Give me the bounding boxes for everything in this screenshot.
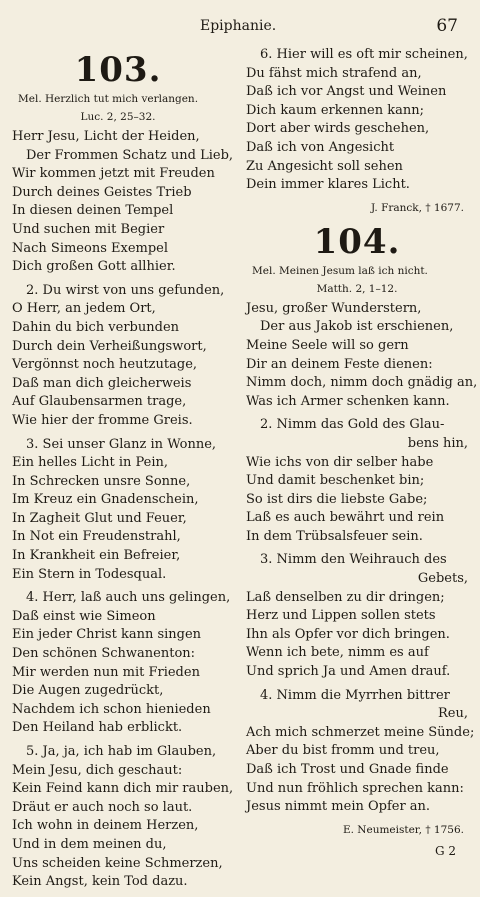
verse-line: Herr Jesu, Licht der Heiden, xyxy=(12,129,200,144)
verse-line: 6. Hier will es oft mir scheinen, xyxy=(260,47,468,62)
verse-line: So ist dirs die liebste Gabe; xyxy=(246,491,428,507)
verse-line: In Krankheit ein Befreier, xyxy=(12,548,181,564)
verse-line: Du fähst mich strafend an, xyxy=(246,65,422,81)
verse-line: 2. Nimm das Gold des Glau- xyxy=(260,417,445,433)
verse-line: Den Heiland hab erblickt. xyxy=(12,720,183,736)
verse-line: bens hin, xyxy=(407,435,468,451)
verse-line: Auf Glaubensarmen trage, xyxy=(12,394,187,410)
page-number: 67 xyxy=(436,16,458,36)
verse-line: Und nun fröhlich sprechen kann: xyxy=(246,780,464,796)
verse-line: In dem Trübsalsfeuer sein. xyxy=(246,528,423,544)
verse-line: Reu, xyxy=(438,706,468,722)
left-column xyxy=(12,46,234,897)
verse-line: Kein Feind kann dich mir rauben, xyxy=(12,781,234,797)
verse-line: Daß man dich gleicherweis xyxy=(12,375,192,391)
verse-line: Kein Angst, kein Tod dazu. xyxy=(12,874,188,890)
verse-line: Dein immer klares Licht. xyxy=(246,177,410,193)
verse-line: Daß ich vor Angst und Weinen xyxy=(246,84,447,100)
verse-line: Ach mich schmerzet meine Sünde; xyxy=(246,724,475,740)
right-column xyxy=(246,46,478,858)
hymn-104-number: 104. xyxy=(313,221,401,262)
verse-line: Dir an deinem Feste dienen: xyxy=(246,356,433,372)
verse-line: Und sprich Ja und Amen drauf. xyxy=(246,664,451,680)
verse-line: Laß denselben zu dir dringen; xyxy=(246,589,445,605)
hymn-103-stanza-3 xyxy=(12,436,224,585)
verse-line: In diesen deinen Tempel xyxy=(12,203,174,219)
verse-line: Herz und Lippen sollen stets xyxy=(246,608,436,624)
verse-line: Zu Angesicht soll sehen xyxy=(246,158,403,174)
verse-line: 5. Ja, ja, ich hab im Glauben, xyxy=(26,744,217,759)
verse-line: 4. Nimm die Myrrhen bittrer xyxy=(260,687,450,703)
verse-line: Mein Jesu, dich geschaut: xyxy=(12,762,183,778)
verse-line: Daß ich von Angesicht xyxy=(246,139,395,155)
verse-line: 4. Herr, laß auch uns gelingen, xyxy=(26,590,231,606)
verse-line: Und suchen mit Begier xyxy=(12,221,165,237)
verse-line: Ein helles Licht in Pein, xyxy=(12,455,169,471)
verse-line: Ich wohn in deinem Herzen, xyxy=(12,818,199,834)
verse-line: 3. Sei unser Glanz in Wonne, xyxy=(26,436,217,452)
verse-line: Dich großen Gott allhier. xyxy=(12,259,176,275)
verse-line: Der aus Jakob ist erschienen, xyxy=(260,319,454,335)
verse-line: Nachdem ich schon hienieden xyxy=(12,701,211,717)
verse-line: In Not ein Freudenstrahl, xyxy=(12,529,181,545)
verse-line: Uns scheiden keine Schmerzen, xyxy=(12,855,223,871)
verse-line: Daß einst wie Simeon xyxy=(12,608,156,624)
hymn-104-author: E. Neumeister, † 1756. xyxy=(342,823,464,836)
hymn-103-stanza-6 xyxy=(246,46,468,195)
verse-line: Den schönen Schwanenton: xyxy=(12,646,196,662)
verse-line: Aber du bist fromm und treu, xyxy=(246,743,440,759)
hymn-103-stanza-4 xyxy=(12,589,231,738)
printer-signature: G 2 xyxy=(434,843,456,858)
verse-line: Was ich Armer schenken kann. xyxy=(246,393,450,409)
verse-line: Dich kaum erkennen kann; xyxy=(246,102,425,118)
verse-line: Die Augen zugedrückt, xyxy=(12,683,164,699)
hymn-103-reference: Luc. 2, 25–32. xyxy=(80,111,156,123)
verse-line: Wie hier der fromme Greis. xyxy=(12,412,193,428)
hymn-103-melody: Mel. Herzlich tut mich verlangen. xyxy=(18,93,199,105)
verse-line: Gebets, xyxy=(417,571,468,587)
hymn-104-stanza-1 xyxy=(246,300,478,412)
verse-line: Mir werden nun mit Frieden xyxy=(12,664,200,680)
hymn-104-melody: Mel. Meinen Jesum laß ich nicht. xyxy=(252,264,428,277)
verse-line: Jesu, großer Wunderstern, xyxy=(246,300,422,316)
running-title: Epiphanie. xyxy=(200,18,277,34)
page-header xyxy=(0,18,480,40)
hymn-103-stanza-2 xyxy=(12,282,224,431)
verse-line: Im Kreuz ein Gnadenschein, xyxy=(12,492,199,508)
hymn-104-stanza-3 xyxy=(246,551,468,681)
verse-line: Wenn ich bete, nimm es auf xyxy=(246,645,429,661)
verse-line: Jesus nimmt mein Opfer an. xyxy=(246,799,431,815)
verse-line: Durch deines Geistes Trieb xyxy=(12,184,192,200)
verse-line: Und in dem meinen du, xyxy=(12,836,167,852)
verse-line: Vergönnst noch heutzutage, xyxy=(12,357,198,373)
verse-line: Wie ichs von dir selber habe xyxy=(246,454,434,470)
verse-line: Und damit beschenket bin; xyxy=(246,473,425,489)
hymn-104-stanza-2 xyxy=(246,416,468,546)
verse-line: 2. Du wirst von uns gefunden, xyxy=(26,282,225,298)
verse-line: Dräut er auch noch so laut. xyxy=(12,799,193,815)
verse-line: 3. Nimm den Weihrauch des xyxy=(260,552,447,568)
verse-line: In Zagheit Glut und Feuer, xyxy=(12,510,187,526)
hymn-103-stanza-1 xyxy=(12,128,234,277)
verse-line: Daß ich Trost und Gnade finde xyxy=(246,762,449,777)
verse-line: Der Frommen Schatz und Lieb, xyxy=(26,147,234,163)
verse-line: Dahin du bich verbunden xyxy=(12,319,180,335)
verse-line: Ein jeder Christ kann singen xyxy=(12,627,202,643)
hymn-103-number: 103. xyxy=(74,50,162,90)
hymn-103-stanza-5 xyxy=(12,743,234,892)
verse-line: O Herr, an jedem Ort, xyxy=(12,301,156,317)
verse-line: Ihn als Opfer vor dich bringen. xyxy=(246,626,450,642)
verse-line: Wir kommen jetzt mit Freuden xyxy=(12,166,215,182)
hymn-104-stanza-4 xyxy=(246,687,475,817)
verse-line: In Schrecken unsre Sonne, xyxy=(12,473,191,489)
verse-line: Dort aber wirds geschehen, xyxy=(246,121,430,137)
hymn-103-author: J. Franck, † 1677. xyxy=(371,201,464,214)
hymn-104-reference: Matth. 2, 1–12. xyxy=(316,282,398,295)
verse-line: Durch dein Verheißungswort, xyxy=(12,338,207,354)
verse-line: Nach Simeons Exempel xyxy=(12,240,169,256)
verse-line: Ein Stern in Todesqual. xyxy=(12,566,167,582)
verse-line: Nimm doch, nimm doch gnädig an, xyxy=(246,375,478,391)
verse-line: Meine Seele will so gern xyxy=(246,337,409,353)
verse-line: Laß es auch bewährt und rein xyxy=(246,510,445,526)
